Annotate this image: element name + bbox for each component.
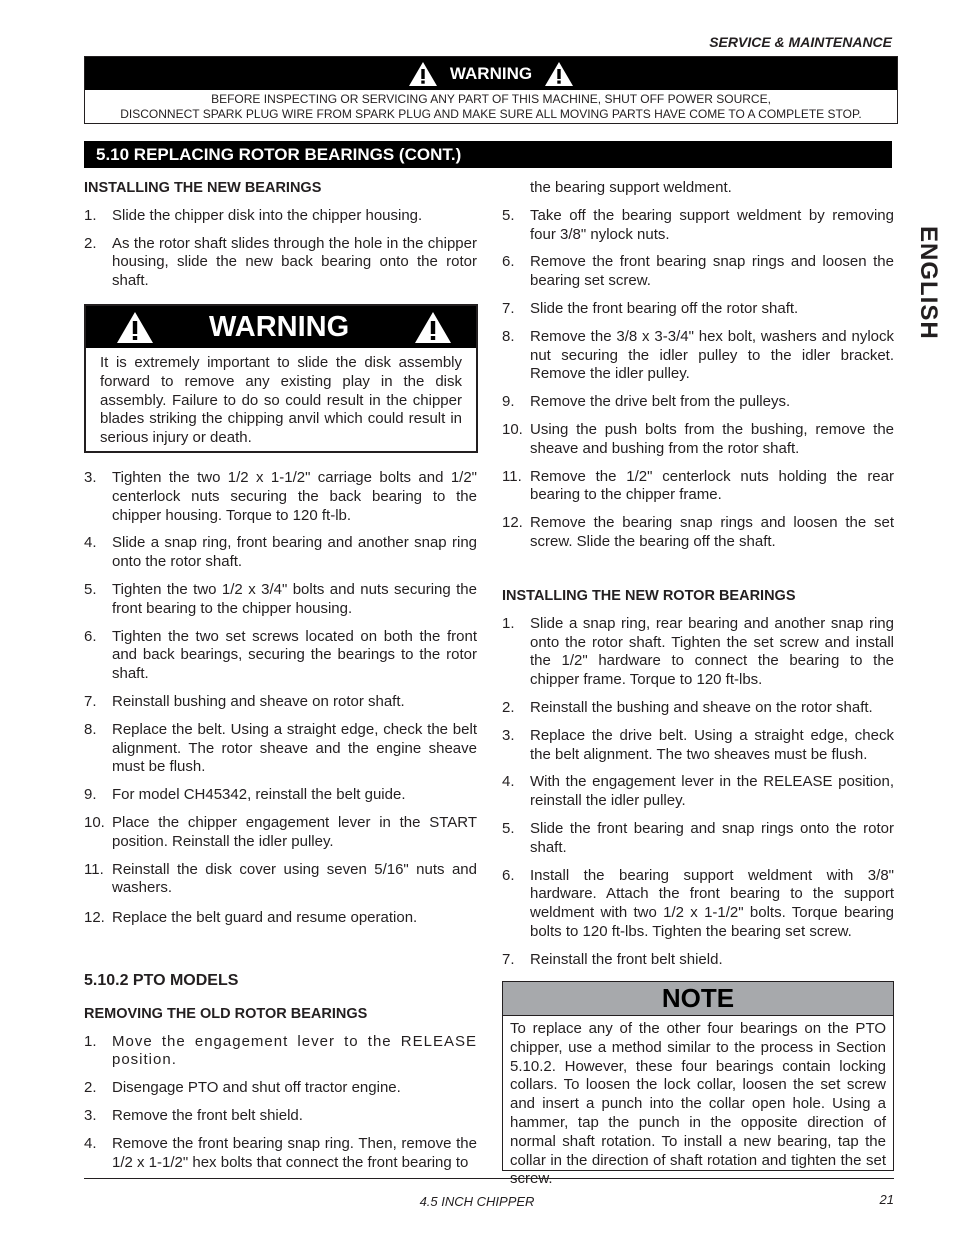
- list-item: 10. Place the chipper engagement lever in the START position. Reinstall the idler pulley.: [84, 813, 477, 850]
- warning-text: It is extremely important to slide the disk assembly forward to remove any existing play in the disk assembly. Failure to do so could result in the chipper blades striking the chipping anvil which could result in serious injury or death.: [100, 354, 462, 447]
- warning-triangle-icon: [414, 311, 452, 344]
- list-item: 7. Reinstall bushing and sheave on rotor shaft.: [84, 692, 405, 710]
- list-item: 9. Remove the drive belt from the pulleys.: [502, 393, 791, 411]
- list-item: 11. Reinstall the disk cover using seven 5/16" nuts and washers.: [84, 860, 477, 897]
- list-item: 7. Reinstall the front belt shield.: [502, 950, 723, 968]
- right-column-steps: [502, 179, 894, 552]
- list-item: 5. Tighten the two 1/2 x 3/4" bolts and nuts securing the front bearing to the chipper housing.: [84, 580, 477, 617]
- list-item: 2. Disengage PTO and shut off tractor engine.: [84, 1079, 401, 1097]
- note-box: [502, 981, 894, 1188]
- continuation-text: the bearing support weldment.: [530, 179, 732, 196]
- warning-triangle-icon: [544, 61, 574, 87]
- list-item: 10. Using the push bolts from the bushing, remove the sheave and bushing from the rotor shaft.: [502, 420, 894, 457]
- top-warning-text: [85, 90, 897, 122]
- list-item: 7. Slide the front bearing off the rotor shaft.: [502, 299, 799, 317]
- list-item: 2. Reinstall the bushing and sheave on the rotor shaft.: [502, 698, 873, 716]
- removing-heading: REMOVING THE OLD ROTOR BEARINGS: [84, 1005, 368, 1022]
- list-item: 5. Slide the front bearing and snap rings onto the rotor shaft.: [502, 819, 894, 856]
- warning-title: WARNING: [209, 310, 350, 343]
- language-tab: ENGLISH: [915, 226, 942, 340]
- list-item: 4. With the engagement lever in the RELEASE position, reinstall the idler pulley.: [502, 773, 894, 810]
- right-column-install: [502, 587, 894, 970]
- left-column-pto: [84, 972, 477, 1172]
- list-item: 12. Remove the bearing snap rings and loosen the set screw. Slide the bearing off the shaft.: [502, 514, 894, 550]
- left-column-steps: [84, 469, 477, 928]
- top-warning-box: [84, 56, 898, 124]
- list-item: 12. Replace the belt guard and resume operation.: [84, 909, 418, 927]
- list-item: 6. Install the bearing support weldment with 3/8" hardware. Attach the front bearing to the support weldment with two 1/2 x 1-1/2" bolts. Torque bearing bolts to 120 ft-lbs. Tighten the bearing set screw.: [502, 866, 894, 940]
- list-item: 6. Remove the front bearing snap rings and loosen the bearing set screw.: [502, 253, 894, 290]
- installing-rotor-heading: INSTALLING THE NEW ROTOR BEARINGS: [502, 588, 796, 604]
- list-item: 11. Remove the 1/2" centerlock nuts holding the rear bearing to the chipper frame.: [502, 467, 894, 504]
- footer-rule: [84, 1178, 894, 1179]
- note-text: To replace any of the other four bearings on the PTO chipper, use a method similar to the process in Section 5.10.2. However, these four bearings contain locking collars. To loosen the lock collar, loosen the set screw and insert a punch into the collar open hole. Using a hammer, tap the punch in the opposite direction of normal shaft rotation. To install a new bearing, tap the collar in the direction of shaft rotation and tighten the set screw.: [510, 1020, 886, 1188]
- top-warning-line: BEFORE INSPECTING OR SERVICING ANY PART OF THIS MACHINE, SHUT OFF POWER SOURCE,: [211, 92, 771, 106]
- top-warning-bar: [85, 57, 897, 90]
- left-column-top: [84, 179, 477, 291]
- list-item: 1. Slide a snap ring, rear bearing and another snap ring onto the rotor shaft. Tighten the set screw and install the 1/2" hardware to connect the bearing to the chipper frame. Torque to 120 ft-lbs.: [502, 614, 894, 689]
- page-number: 21: [879, 1192, 894, 1207]
- list-item: 4. Slide a snap ring, front bearing and another snap ring onto the rotor shaft.: [84, 534, 477, 571]
- list-item: 8. Replace the belt. Using a straight edge, check the belt alignment. The rotor sheave and the engine sheave must be flush.: [84, 720, 477, 776]
- section-heading: 5.10 REPLACING ROTOR BEARINGS (CONT.): [84, 141, 892, 168]
- top-warning-line: DISCONNECT SPARK PLUG WIRE FROM SPARK PLUG AND MAKE SURE ALL MOVING PARTS HAVE COME TO A COMPLETE STOP.: [120, 107, 862, 121]
- running-header: SERVICE & MAINTENANCE: [709, 34, 892, 50]
- list-item: 6. Tighten the two set screws located on both the front and back bearings, securing the bearings to the rotor shaft.: [84, 627, 477, 683]
- list-item: 1. Move the engagement lever to the RELEASE position.: [84, 1032, 477, 1069]
- footer-title: 4.5 INCH CHIPPER: [419, 1194, 535, 1209]
- list-item: 8. Remove the 3/8 x 3-3/4" hex bolt, washers and nylock nut securing the idler pulley to the idler bracket. Remove the idler pulley.: [502, 327, 894, 383]
- warning-triangle-icon: [408, 61, 438, 87]
- list-item: 9. For model CH45342, reinstall the belt guide.: [84, 786, 406, 804]
- list-item: 3. Tighten the two 1/2 x 1-1/2" carriage bolts and 1/2" centerlock nuts securing the back bearing to the chipper housing. Torque to 120 ft-lb.: [84, 469, 477, 524]
- warning-box: [84, 304, 478, 453]
- warning-triangle-icon: [116, 311, 154, 344]
- list-item: 5. Take off the bearing support weldment by removing four 3/8" nylock nuts.: [502, 206, 894, 243]
- list-item: 4. Remove the front bearing snap ring. Then, remove the 1/2 x 1-1/2" hex bolts that connect the front bearing to: [84, 1134, 477, 1171]
- list-item: 3. Remove the front belt shield.: [84, 1106, 303, 1124]
- warning-bar: [86, 306, 476, 348]
- installing-heading: INSTALLING THE NEW BEARINGS: [84, 180, 322, 196]
- list-item: 2. As the rotor shaft slides through the hole in the chipper housing, slide the new back bearing onto the rotor shaft.: [84, 234, 477, 290]
- note-title: NOTE: [503, 982, 893, 1016]
- list-item: 1. Slide the chipper disk into the chipper housing.: [84, 206, 423, 224]
- list-item: 3. Replace the drive belt. Using a straight edge, check the belt alignment. The two sheaves must be flush.: [502, 726, 894, 763]
- pto-heading: 5.10.2 PTO MODELS: [84, 972, 239, 989]
- top-warning-title: WARNING: [449, 63, 533, 83]
